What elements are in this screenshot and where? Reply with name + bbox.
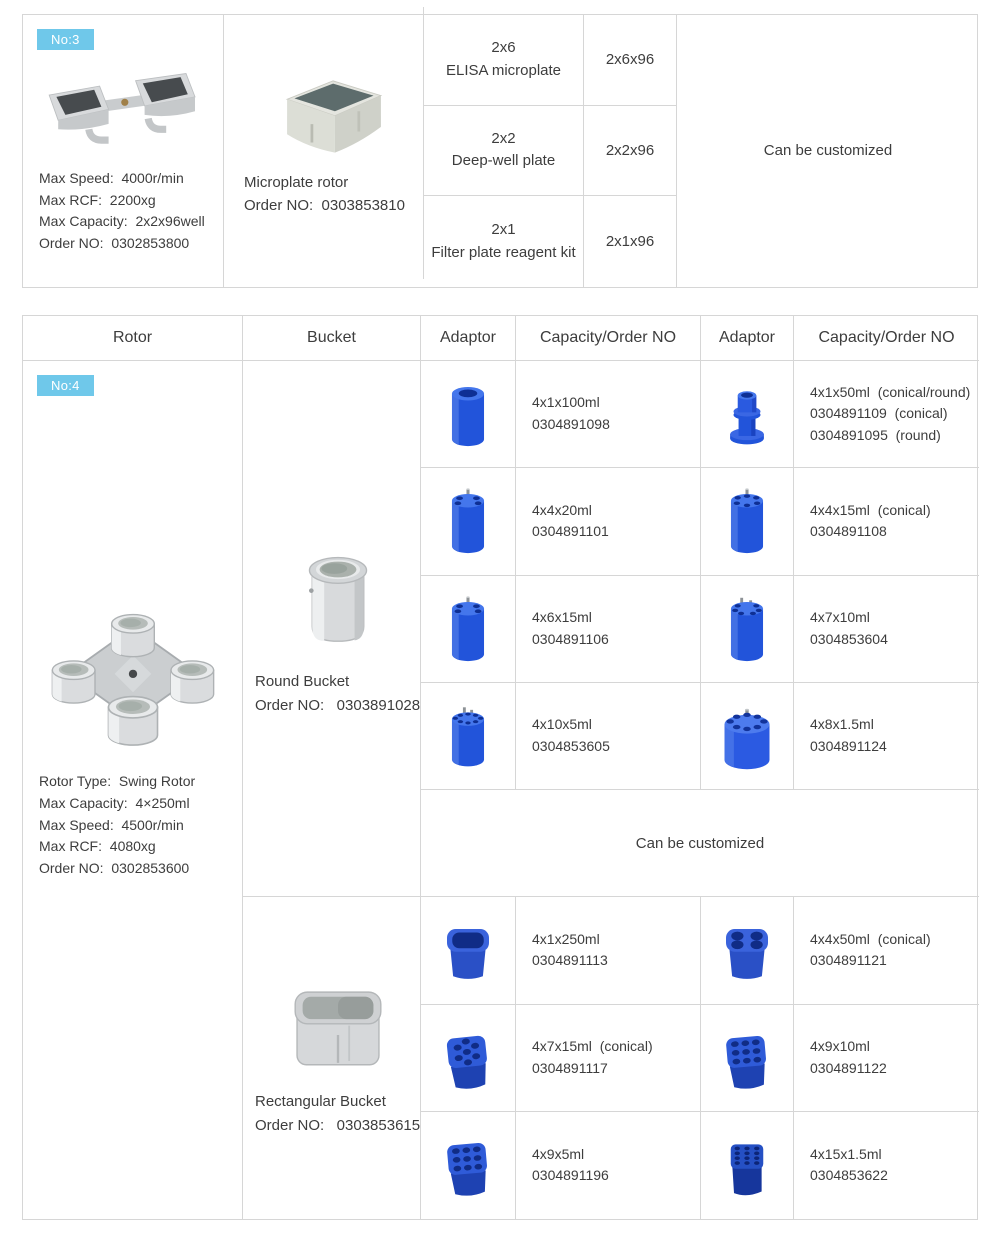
spec-line: Max RCF: 2200xg: [39, 191, 156, 208]
adaptor-4x7x15ml-photo: [440, 1023, 496, 1093]
capacity-order-cell: [516, 576, 701, 683]
adaptor-4x1x50ml-photo: [720, 380, 774, 448]
spec-line: Order NO: 0302853600: [39, 860, 190, 877]
order-no-text: 0304891101: [532, 523, 609, 540]
adaptor-cell: [421, 1005, 516, 1112]
adaptor-cell: [701, 897, 794, 1004]
plate-type-cell: [424, 106, 584, 197]
plate-capacity-cell: [584, 15, 677, 106]
capacity-text: 4x15x1.5ml: [810, 1145, 882, 1162]
spec-line: Max RCF: 4080xg: [39, 838, 156, 855]
capacity-text: 4x1x100ml: [532, 394, 600, 411]
order-no-text: 0304891095 (round): [810, 426, 941, 443]
order-no-text: 0304891196: [532, 1167, 609, 1184]
adaptor-cell: [701, 1112, 794, 1219]
adaptor-4x7x10ml-photo: [720, 595, 774, 663]
spec-line: Max Capacity: 4×250ml: [39, 794, 190, 811]
capacity-value: 2x1x96: [605, 233, 655, 251]
round-bucket-cell: [243, 361, 421, 897]
rotor-info-cell: [23, 15, 224, 287]
adaptor-4x8x1.5ml-photo: [717, 698, 777, 773]
customizable-note: Can be customized: [421, 790, 979, 897]
adaptor-4x15x1.5ml-photo: [721, 1133, 773, 1198]
capacity-order-cell: [794, 1005, 979, 1112]
bucket-order-no: Order NO: 0303891028: [255, 696, 421, 714]
adaptor-cell: [701, 468, 794, 575]
rectangular-bucket-photo: [284, 979, 392, 1076]
adaptor-4x4x15ml-photo: [720, 487, 774, 555]
spec-line: Order NO: 0302853800: [39, 235, 190, 252]
plate-config: 2x2: [491, 129, 516, 147]
order-no-text: 0304891108: [810, 523, 887, 540]
capacity-text: 4x7x10ml: [810, 608, 870, 625]
adaptor-cell: [421, 576, 516, 683]
capacity-text: 4x1x50ml (conical/round): [810, 383, 971, 400]
adaptor-cell: [421, 1112, 516, 1219]
capacity-value: 2x2x96: [605, 141, 655, 159]
order-no-text: 0304891113: [532, 952, 608, 969]
capacity-text: 4x1x250ml: [532, 930, 600, 947]
bucket-name: Rectangular Bucket: [255, 1092, 386, 1110]
adaptor-4x6x15ml-photo: [441, 595, 495, 663]
order-no-text: 0304891098: [532, 416, 610, 433]
order-no-text: 0304891124: [810, 737, 887, 754]
capacity-text: 4x10x5ml: [532, 716, 592, 733]
adaptor-cell: [701, 361, 794, 468]
capacity-order-cell: [794, 1112, 979, 1219]
adaptor-cell: [421, 897, 516, 1004]
swing-rotor-photo: [40, 596, 226, 761]
customizable-note: Can be customized: [763, 142, 893, 160]
microplate-rotor-spec-table: [22, 14, 978, 288]
column-header-bucket: Bucket: [243, 316, 421, 361]
capacity-text: 4x6x15ml: [532, 608, 592, 625]
adaptor-4x9x5ml-photo: [440, 1130, 496, 1200]
adaptor-cell: [701, 576, 794, 683]
microplate-rotor-name-cell: [224, 7, 424, 279]
spec-line: Max Capacity: 2x2x96well: [39, 213, 205, 230]
rotor-specs: [23, 168, 223, 255]
plate-name: Filter plate reagent kit: [431, 243, 576, 261]
capacity-text: 4x8x1.5ml: [810, 716, 874, 733]
order-no-text: 0304891121: [810, 952, 887, 969]
adaptor-cell: [701, 683, 794, 790]
plate-type-cell: [424, 15, 584, 106]
adaptor-4x4x20ml-photo: [441, 487, 495, 555]
capacity-order-cell: [794, 897, 979, 1004]
no4-badge: No:4: [37, 375, 94, 396]
plate-name: ELISA microplate: [445, 61, 562, 79]
adaptor-4x9x10ml-photo: [719, 1023, 775, 1093]
microplate-bucket-photo: [274, 68, 394, 160]
column-header-capacity-2: Capacity/Order NO: [794, 316, 979, 361]
capacity-order-cell: [794, 576, 979, 683]
column-header-adaptor-1: Adaptor: [421, 316, 516, 361]
microplate-rotor-name: Microplate rotor: [244, 174, 349, 192]
adaptor-4x1x250ml-photo: [440, 915, 496, 985]
order-no-text: 0304853604: [810, 630, 888, 647]
plate-config: 2x1: [491, 221, 516, 239]
capacity-order-cell: [516, 1005, 701, 1112]
adaptor-cell: [701, 1005, 794, 1112]
microplate-rotor-order-no: Order NO: 0303853810: [244, 196, 405, 214]
spec-line: Rotor Type: Swing Rotor: [39, 773, 196, 790]
rotor-specs: [23, 771, 242, 879]
capacity-text: 4x4x15ml (conical): [810, 501, 931, 518]
spec-line: Max Speed: 4000r/min: [39, 170, 184, 186]
plate-name: Deep-well plate: [451, 152, 556, 170]
swing-rotor-spec-table: [22, 315, 978, 1220]
capacity-text: 4x9x10ml: [810, 1037, 870, 1054]
adaptor-cell: [421, 468, 516, 575]
order-no-text: 0304853605: [532, 737, 610, 754]
order-no-text: 0304891106: [532, 630, 609, 647]
order-no-text: 0304891117: [532, 1059, 608, 1076]
order-no-text: 0304853622: [810, 1167, 888, 1184]
order-no-text: 0304891122: [810, 1059, 887, 1076]
adaptor-4x1x100ml-photo: [441, 380, 495, 448]
column-header-adaptor-2: Adaptor: [701, 316, 794, 361]
bucket-name: Round Bucket: [255, 672, 350, 690]
capacity-order-cell: [516, 1112, 701, 1219]
rectangular-bucket-cell: [243, 897, 421, 1219]
plate-capacity-cell: [584, 106, 677, 197]
capacity-order-cell: [794, 361, 979, 468]
plate-capacity-cell: [584, 196, 677, 287]
capacity-text: 4x7x15ml (conical): [532, 1037, 653, 1054]
capacity-order-cell: [794, 683, 979, 790]
capacity-order-cell: [516, 683, 701, 790]
adaptor-cell: [421, 683, 516, 790]
no3-badge: No:3: [37, 29, 94, 50]
adaptor-4x10x5ml-photo: [441, 702, 495, 770]
capacity-value: 2x6x96: [605, 51, 655, 69]
plate-type-cell: [424, 196, 584, 287]
plate-config: 2x6: [491, 39, 516, 57]
bucket-order-no: Order NO: 0303853615: [255, 1116, 421, 1134]
microplate-rotor-photo: [42, 59, 204, 160]
column-header-capacity-1: Capacity/Order NO: [516, 316, 701, 361]
capacity-order-cell: [516, 468, 701, 575]
capacity-text: 4x9x5ml: [532, 1145, 585, 1162]
spec-line: Max Speed: 4500r/min: [39, 816, 184, 833]
capacity-order-cell: [516, 897, 701, 1004]
adaptor-cell: [421, 361, 516, 468]
capacity-text: 4x4x50ml (conical): [810, 930, 931, 947]
round-bucket-photo: [292, 540, 384, 656]
adaptor-4x4x50ml-photo: [719, 915, 775, 985]
capacity-order-cell: [516, 361, 701, 468]
order-no-text: 0304891109 (conical): [810, 405, 948, 422]
capacity-text: 4x4x20ml: [532, 501, 592, 518]
column-header-rotor: Rotor: [23, 316, 243, 361]
capacity-order-cell: [794, 468, 979, 575]
swing-rotor-cell: [23, 361, 243, 1219]
